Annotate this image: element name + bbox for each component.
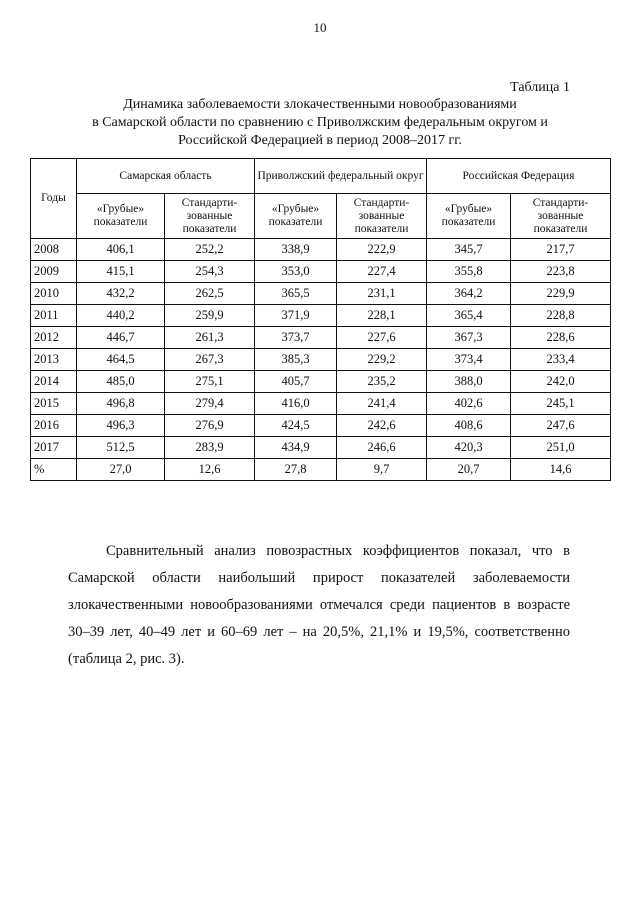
caption-line: Российской Федерацией в период 2008–2017 гг. — [178, 133, 462, 148]
value-cell: 365,5 — [255, 283, 337, 305]
value-cell: 247,6 — [511, 415, 611, 437]
value-cell: 228,8 — [511, 305, 611, 327]
table-caption — [40, 96, 600, 150]
value-cell: 20,7 — [427, 459, 511, 481]
value-cell: 373,4 — [427, 349, 511, 371]
value-cell: 267,3 — [165, 349, 255, 371]
value-cell: 279,4 — [165, 393, 255, 415]
value-cell: 415,1 — [77, 261, 165, 283]
year-cell: 2011 — [31, 305, 77, 327]
value-cell: 229,9 — [511, 283, 611, 305]
value-cell: 373,7 — [255, 327, 337, 349]
value-cell: 227,6 — [337, 327, 427, 349]
incidence-table — [30, 158, 611, 481]
page-number: 10 — [313, 20, 327, 35]
value-cell: 228,6 — [511, 327, 611, 349]
value-cell: 446,7 — [77, 327, 165, 349]
table-row — [31, 437, 611, 459]
value-cell: 424,5 — [255, 415, 337, 437]
region-header: Приволжский федеральный округ — [255, 159, 427, 194]
value-cell: 345,7 — [427, 239, 511, 261]
paragraph-line: Сравнительный анализ повозрастных коэффициентов показал, что в — [106, 543, 570, 559]
body-paragraph — [68, 538, 570, 673]
value-cell: 434,9 — [255, 437, 337, 459]
value-cell: 259,9 — [165, 305, 255, 327]
standardized-rate-header: Стандарти-зованные показатели — [337, 194, 427, 239]
table-row — [31, 261, 611, 283]
caption-line: Динамика заболеваемости злокачественными новообразованиями — [123, 97, 517, 112]
value-cell: 338,9 — [255, 239, 337, 261]
region-header: Российская Федерация — [427, 159, 611, 194]
value-cell: 416,0 — [255, 393, 337, 415]
value-cell: 440,2 — [77, 305, 165, 327]
table-row — [31, 415, 611, 437]
table-row — [31, 239, 611, 261]
value-cell: 227,4 — [337, 261, 427, 283]
value-cell: 496,8 — [77, 393, 165, 415]
year-cell: 2017 — [31, 437, 77, 459]
table-row — [31, 393, 611, 415]
value-cell: 385,3 — [255, 349, 337, 371]
value-cell: 512,5 — [77, 437, 165, 459]
value-cell: 251,0 — [511, 437, 611, 459]
value-cell: 222,9 — [337, 239, 427, 261]
crude-rate-header: «Грубые» показатели — [255, 194, 337, 239]
value-cell: 27,0 — [77, 459, 165, 481]
region-header: Самарская область — [77, 159, 255, 194]
value-cell: 365,4 — [427, 305, 511, 327]
value-cell: 496,3 — [77, 415, 165, 437]
value-cell: 275,1 — [165, 371, 255, 393]
crude-rate-header: «Грубые» показатели — [427, 194, 511, 239]
table-row — [31, 283, 611, 305]
value-cell: 254,3 — [165, 261, 255, 283]
value-cell: 246,6 — [337, 437, 427, 459]
percent-change-row — [31, 459, 611, 481]
value-cell: 217,7 — [511, 239, 611, 261]
value-cell: 364,2 — [427, 283, 511, 305]
value-cell: 432,2 — [77, 283, 165, 305]
value-cell: 262,5 — [165, 283, 255, 305]
value-cell: 228,1 — [337, 305, 427, 327]
table-row — [31, 371, 611, 393]
value-cell: 276,9 — [165, 415, 255, 437]
value-cell: 235,2 — [337, 371, 427, 393]
value-cell: 420,3 — [427, 437, 511, 459]
value-cell: 371,9 — [255, 305, 337, 327]
table-body — [31, 239, 611, 481]
year-cell: 2013 — [31, 349, 77, 371]
value-cell: 245,1 — [511, 393, 611, 415]
table-row — [31, 305, 611, 327]
value-cell: 353,0 — [255, 261, 337, 283]
value-cell: 405,7 — [255, 371, 337, 393]
value-cell: 388,0 — [427, 371, 511, 393]
value-cell: 27,8 — [255, 459, 337, 481]
year-cell: 2016 — [31, 415, 77, 437]
standardized-rate-header: Стандарти-зованные показатели — [511, 194, 611, 239]
year-cell: 2008 — [31, 239, 77, 261]
paragraph-line: злокачественными новообразованиями отмечался среди пациентов в возрасте — [68, 597, 570, 613]
value-cell: 252,2 — [165, 239, 255, 261]
value-cell: 229,2 — [337, 349, 427, 371]
years-header: Годы — [31, 159, 77, 239]
value-cell: 231,1 — [337, 283, 427, 305]
year-cell: 2015 — [31, 393, 77, 415]
value-cell: 464,5 — [77, 349, 165, 371]
table-row — [31, 349, 611, 371]
year-cell: 2014 — [31, 371, 77, 393]
year-cell: 2012 — [31, 327, 77, 349]
value-cell: 242,6 — [337, 415, 427, 437]
value-cell: 223,8 — [511, 261, 611, 283]
value-cell: 485,0 — [77, 371, 165, 393]
standardized-rate-header: Стандарти-зованные показатели — [165, 194, 255, 239]
value-cell: 355,8 — [427, 261, 511, 283]
value-cell: 402,6 — [427, 393, 511, 415]
value-cell: 233,4 — [511, 349, 611, 371]
value-cell: 14,6 — [511, 459, 611, 481]
value-cell: 408,6 — [427, 415, 511, 437]
value-cell: 9,7 — [337, 459, 427, 481]
value-cell: 261,3 — [165, 327, 255, 349]
year-cell: 2010 — [31, 283, 77, 305]
year-cell: % — [31, 459, 77, 481]
value-cell: 12,6 — [165, 459, 255, 481]
value-cell: 406,1 — [77, 239, 165, 261]
paragraph-line: (таблица 2, рис. 3). — [68, 651, 185, 667]
caption-line: в Самарской области по сравнению с Приволжским федеральным округом и — [92, 115, 548, 130]
paragraph-line: Самарской области наибольший прирост показателей заболеваемости — [68, 570, 570, 586]
value-cell: 367,3 — [427, 327, 511, 349]
paragraph-line: 30–39 лет, 40–49 лет и 60–69 лет – на 20,5%, 21,1% и 19,5%, соответственно — [68, 624, 570, 640]
table-label: Таблица 1 — [510, 80, 570, 95]
value-cell: 283,9 — [165, 437, 255, 459]
table-row — [31, 327, 611, 349]
year-cell: 2009 — [31, 261, 77, 283]
value-cell: 242,0 — [511, 371, 611, 393]
value-cell: 241,4 — [337, 393, 427, 415]
crude-rate-header: «Грубые» показатели — [77, 194, 165, 239]
